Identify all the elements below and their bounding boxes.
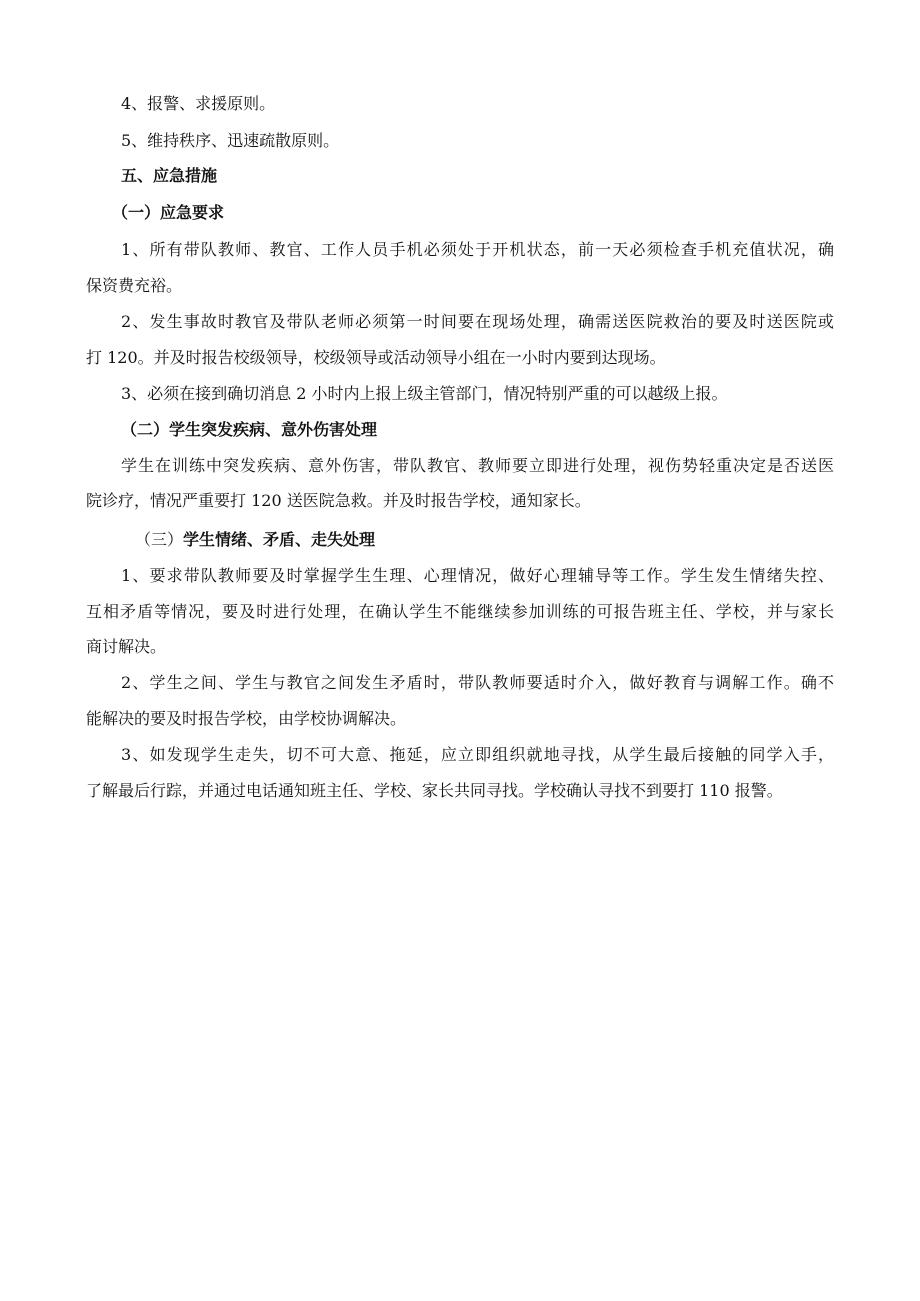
requirement-1-line-2: 保资费充裕。 [86, 276, 183, 295]
s3-item-1-line-1: 1、要求带队教师要及时掌握学生生理、心理情况，做好心理辅导等工作。学生发生情绪失控、 [121, 566, 834, 585]
section-heading-emergency-measures: 五、应急措施 [121, 166, 218, 185]
subheading-emotion-conflict-missing [135, 530, 920, 550]
principle-4: 4、报警、求援原则。 [121, 94, 276, 113]
illness-paragraph-line-1: 学生在训练中突发疾病、意外伤害，带队教官、教师要立即进行处理，视伤势轻重决定是否送医 [121, 456, 834, 475]
subheading-prefix: （三） [135, 530, 184, 549]
s3-item-3-line-2: 了解最后行踪，并通过电话通知班主任、学校、家长共同寻找。学校确认寻找不到要打 110 报警。 [86, 781, 783, 800]
requirement-1-line-1: 1、所有带队教师、教官、工作人员手机必须处于开机状态，前一天必须检查手机充值状况，确 [121, 240, 834, 259]
s3-item-1-line-2: 互相矛盾等情况，要及时进行处理，在确认学生不能继续参加训练的可报告班主任、学校，并与家长 [86, 602, 834, 621]
subheading-illness-injury: （二）学生突发疾病、意外伤害处理 [121, 420, 378, 439]
subheading-title: 学生情绪、矛盾、走失处理 [183, 530, 376, 549]
requirement-2-line-2: 打 120。并及时报告校级领导，校级领导或活动领导小组在一小时内要到达现场。 [86, 348, 666, 367]
s3-item-3-line-1: 3、如发现学生走失，切不可大意、拖延，应立即组织就地寻找，从学生最后接触的同学入手， [121, 745, 834, 764]
requirement-2-line-1: 2、发生事故时教官及带队老师必须第一时间要在现场处理，确需送医院救治的要及时送医院或 [121, 312, 834, 331]
principle-5: 5、维持秩序、迅速疏散原则。 [121, 131, 340, 150]
s3-item-2-line-2: 能解决的要及时报告学校，由学校协调解决。 [86, 709, 407, 728]
illness-paragraph-line-2: 院诊疗，情况严重要打 120 送医院急救。并及时报告学校，通知家长。 [86, 491, 591, 510]
s3-item-2-line-1: 2、学生之间、学生与教官之间发生矛盾时，带队教师要适时介入，做好教育与调解工作。确不 [121, 673, 834, 692]
subheading-emergency-requirements: （一）应急要求 [112, 203, 225, 222]
s3-item-1-line-3: 商讨解决。 [86, 637, 167, 656]
requirement-3: 3、必须在接到确切消息 2 小时内上报上级主管部门，情况特别严重的可以越级上报。 [121, 384, 728, 403]
